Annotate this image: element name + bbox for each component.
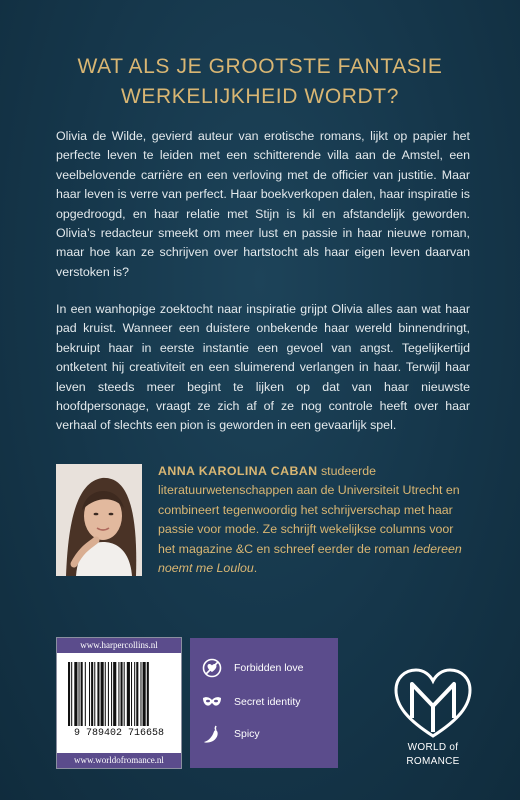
trope-label: Secret identity [234, 696, 301, 708]
previous-book-title: Iedereen noemt me Loulou [158, 541, 462, 576]
headline [0, 52, 520, 112]
chili-icon [202, 724, 222, 744]
logo-text-line-2: ROMANCE [406, 756, 460, 767]
author-name: ANNA KAROLINA CABAN [158, 464, 318, 478]
blurb-paragraph-2: In een wanhopige zoektocht naar inspiratie grijpt Olivia alles aan wat haar pad kruist. Wanneer een duistere onbekende haar wereld binnendringt, bekruipt haar in eerste instantie een gevoel van angst. Tegelijkertijd ontketent hij creativiteit en een sluimerend verlangen in haar. Terwijl haar leven steeds meer begint te lijken op dat van haar nieuwste hoofdpersonage, vraagt ze zich af of ze nog controle heeft over haar verhaal of slechts een pion is geworden in een gevaarlijk spel. [56, 302, 470, 433]
world-of-romance-logo [388, 662, 478, 782]
series-url: www.worldofromance.nl [57, 753, 181, 768]
trope-item-secret-identity [202, 692, 301, 712]
heart-logo-icon [388, 662, 478, 742]
trope-item-forbidden-love [202, 658, 303, 678]
author-portrait-image [56, 464, 142, 576]
headline-line-1: WAT ALS JE GROOTSTE FANTASIE [77, 55, 443, 78]
mask-icon [202, 692, 222, 712]
author-bio-end: . [253, 561, 258, 576]
barcode-icon [66, 662, 172, 726]
tropes-box [190, 638, 338, 768]
trope-item-spicy [202, 724, 260, 744]
publisher-url: www.harpercollins.nl [57, 638, 181, 653]
trope-label: Spicy [234, 728, 260, 740]
isbn-number: 9 789402 716658 [73, 728, 164, 739]
barcode-box [56, 637, 182, 769]
author-bio-text: studeerde literatuurwetenschappen aan de Universiteit Utrecht en combineert tegenwoordig het schrijverschap met haar passie voor mode. Ze schrijft wekelijkse columns voor het magazine &C en schreef eerder de roman [158, 464, 460, 556]
logo-text-line-1: WORLD of [407, 742, 459, 753]
blurb-paragraph-1: Olivia de Wilde, gevierd auteur van erotische romans, lijkt op papier het perfecte leven te leiden met een schitterende villa aan de Amstel, een veelbelovende carrière en een verloving met de officier van justitie. Maar haar leven is verre van perfect. Haar boekverkopen dalen, haar inspiratie is opgedroogd, en haar relatie met Stijn is kil en afstandelijk geworden. Olivia’s redacteur smeekt om meer lust en passie in haar nieuwe roman, maar hoe kan ze schrijven over hartstocht als haar eigen leven daarvan verstoken is? [56, 129, 470, 279]
headline-line-2: WERKELIJKHEID WORDT? [120, 85, 400, 108]
forbidden-love-icon [202, 658, 222, 678]
author-photo [56, 464, 142, 576]
trope-label: Forbidden love [234, 662, 304, 674]
author-bio [158, 462, 470, 578]
